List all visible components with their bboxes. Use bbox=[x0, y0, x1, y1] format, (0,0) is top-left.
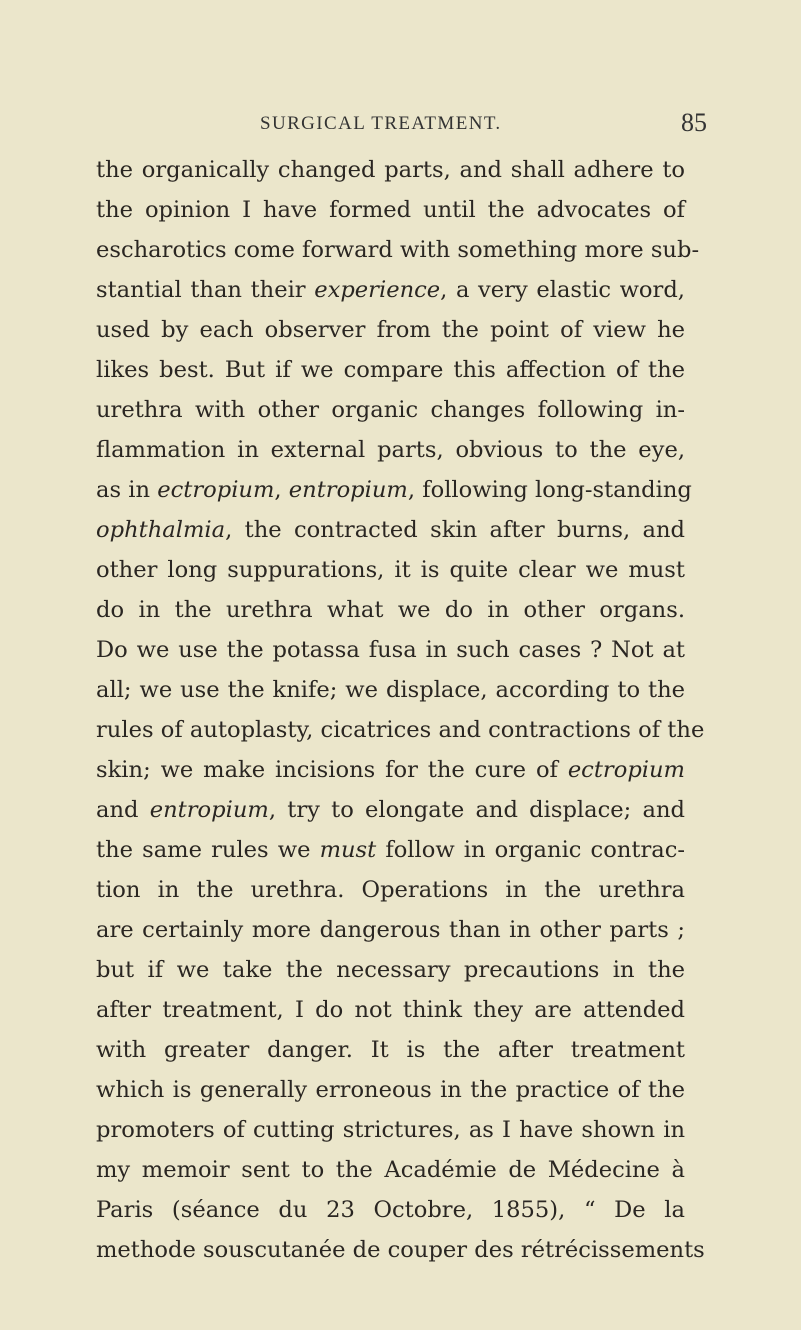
text-segment: Do we use the potassa fusa in such cases ? Not at bbox=[96, 637, 685, 663]
text-segment: , bbox=[274, 477, 289, 503]
text-line bbox=[96, 550, 685, 590]
text-segment: Paris (séance du 23 Octobre, 1855), “ De la bbox=[96, 1197, 685, 1223]
text-segment: promoters of cutting strictures, as I have shown in bbox=[96, 1117, 685, 1143]
text-segment: urethra with other organic changes following in- bbox=[96, 397, 685, 423]
text-segment: but if we take the necessary precautions in the bbox=[96, 957, 685, 983]
text-segment: follow in organic contrac- bbox=[376, 837, 686, 863]
text-segment: likes best. But if we compare this affection of the bbox=[96, 357, 685, 383]
text-line bbox=[96, 230, 700, 270]
text-line bbox=[96, 670, 685, 710]
text-line bbox=[96, 1070, 685, 1110]
text-segment: the same rules we bbox=[96, 837, 320, 863]
italic-text: experience bbox=[314, 277, 441, 303]
text-line bbox=[96, 1030, 685, 1070]
text-segment: all; we use the knife; we displace, according to the bbox=[96, 677, 685, 703]
italic-text: ectropium bbox=[567, 757, 685, 783]
text-segment: , following long-standing bbox=[407, 477, 692, 503]
text-line bbox=[96, 270, 685, 310]
text-segment: skin; we make incisions for the cure of bbox=[96, 757, 568, 783]
text-segment: which is generally erroneous in the practice of the bbox=[96, 1077, 685, 1103]
text-line bbox=[96, 350, 685, 390]
text-line bbox=[96, 870, 685, 910]
text-segment: my memoir sent to the Académie de Médecine à bbox=[96, 1157, 685, 1183]
text-segment: , a very elastic word, bbox=[440, 277, 685, 303]
text-line bbox=[96, 750, 685, 790]
text-segment: rules of autoplasty, cicatrices and contractions of the bbox=[96, 717, 705, 743]
text-segment: other long suppurations, it is quite clear we must bbox=[96, 557, 685, 583]
italic-text: must bbox=[319, 837, 377, 863]
italic-text: ectropium bbox=[157, 477, 275, 503]
text-segment: do in the urethra what we do in other organs. bbox=[96, 597, 685, 623]
text-segment: the organically changed parts, and shall adhere to bbox=[96, 157, 685, 183]
text-segment: are certainly more dangerous than in other parts ; bbox=[96, 917, 685, 943]
text-line bbox=[96, 590, 685, 630]
text-line bbox=[96, 830, 685, 870]
text-line bbox=[96, 310, 685, 350]
text-line bbox=[96, 710, 705, 750]
text-line bbox=[96, 1230, 705, 1270]
text-segment: escharotics come forward with something more sub- bbox=[96, 237, 700, 263]
italic-text: entropium bbox=[149, 797, 269, 823]
italic-text: ophthalmia bbox=[96, 517, 226, 543]
text-segment: methode souscutanée de couper des rétrécissements bbox=[96, 1237, 705, 1263]
text-segment: as in bbox=[96, 477, 158, 503]
text-line bbox=[96, 790, 685, 830]
text-line bbox=[96, 510, 685, 550]
page-number: 85 bbox=[681, 108, 707, 137]
page-header bbox=[0, 108, 801, 143]
text-line bbox=[96, 470, 692, 510]
text-line bbox=[96, 1110, 685, 1150]
text-segment: with greater danger. It is the after treatment bbox=[96, 1037, 685, 1063]
text-segment: flammation in external parts, obvious to the eye, bbox=[96, 437, 685, 463]
text-segment: after treatment, I do not think they are attended bbox=[96, 997, 685, 1023]
text-segment: and bbox=[96, 797, 150, 823]
italic-text: entropium bbox=[288, 477, 408, 503]
text-line bbox=[96, 630, 685, 670]
running-head: SURGICAL TREATMENT. bbox=[260, 113, 502, 134]
text-line bbox=[96, 390, 685, 430]
text-segment: the opinion I have formed until the advocates of bbox=[96, 197, 685, 223]
text-segment: , the contracted skin after burns, and bbox=[225, 517, 685, 543]
text-line bbox=[96, 910, 685, 950]
text-line bbox=[96, 190, 685, 230]
text-segment: tion in the urethra. Operations in the urethra bbox=[96, 877, 685, 903]
text-line bbox=[96, 150, 685, 190]
text-segment: stantial than their bbox=[96, 277, 315, 303]
text-segment: , try to elongate and displace; and bbox=[268, 797, 685, 823]
text-line bbox=[96, 990, 685, 1030]
text-line bbox=[96, 950, 685, 990]
text-line bbox=[96, 1150, 685, 1190]
text-segment: used by each observer from the point of view he bbox=[96, 317, 685, 343]
text-line bbox=[96, 1190, 685, 1230]
text-line bbox=[96, 430, 685, 470]
